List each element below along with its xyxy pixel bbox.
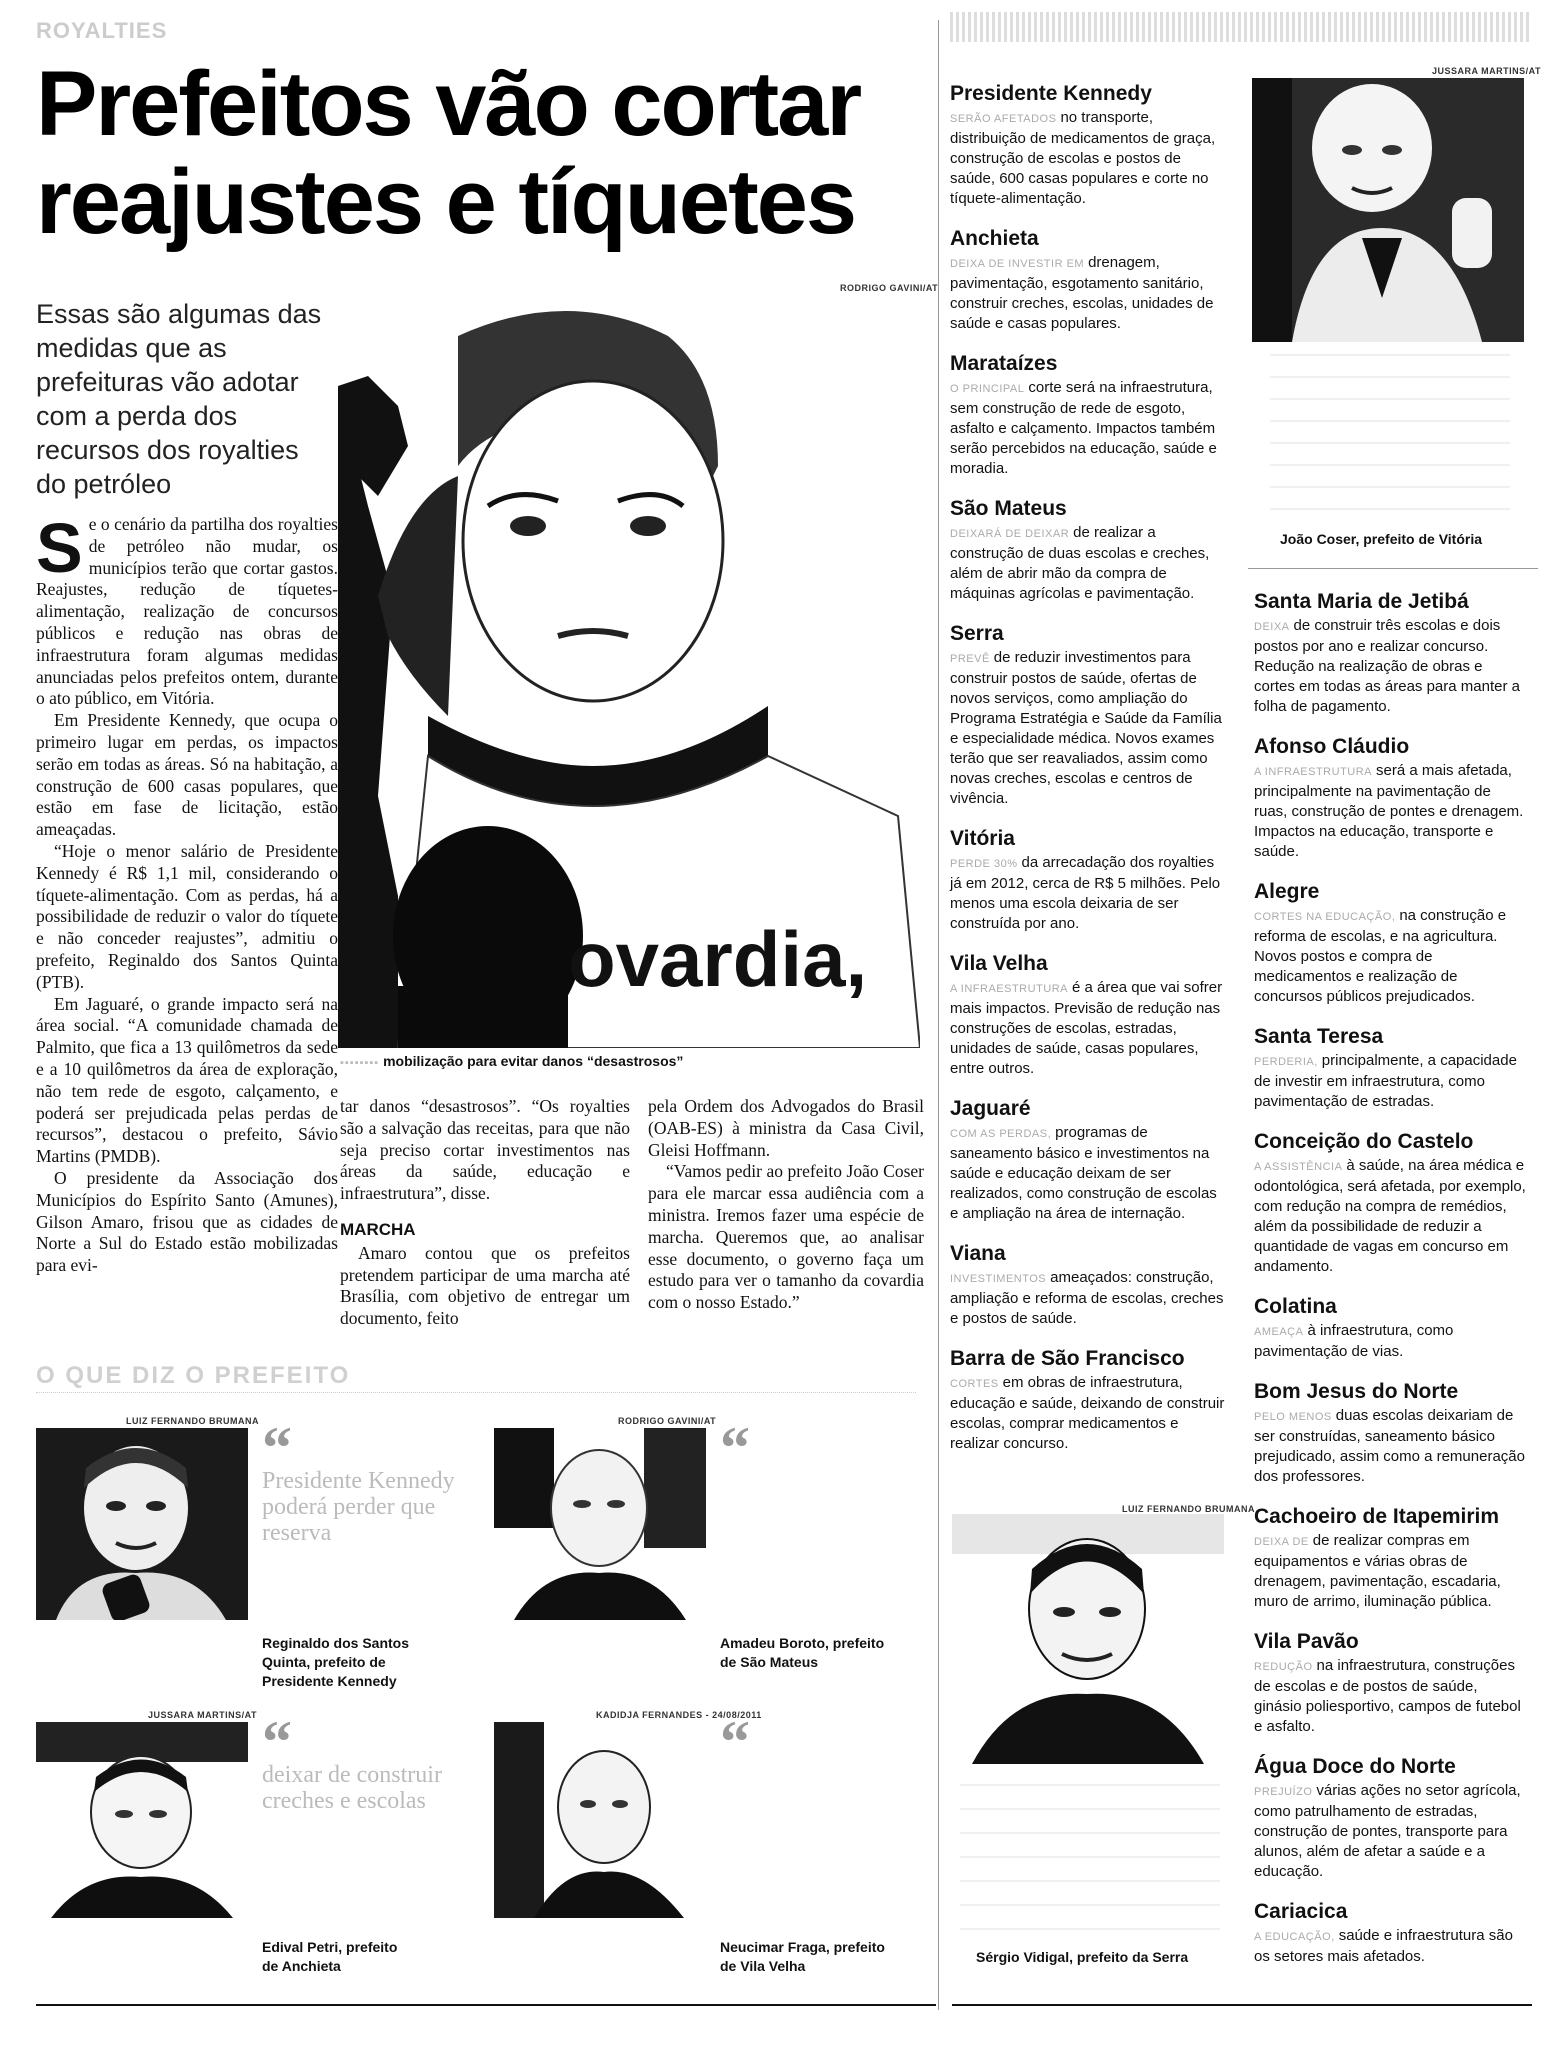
bottom-rule-left <box>36 2004 936 2006</box>
city-santa-maria-de-jetiba: Santa Maria de Jetibá DEIXA de construir três escolas e dois postos por ano e realizar concurso. Redução na realização de obras e cortes em todas as áreas para manter a folha de pagamento. <box>1254 590 1520 715</box>
city-agua-doce-do-norte: Água Doce do Norte PREJUÍZO várias ações no setor agrícola, como patrulhamento de estradas, construção de pontes, transporte para alunos, além de afetar a saúde e a educação. <box>1254 1755 1521 1880</box>
main-photo-caption-row <box>340 1052 920 1073</box>
portrait-2-caption: Amadeu Boroto, prefeito de São Mateus <box>720 1635 885 1670</box>
cities-col-right <box>1254 590 1526 1985</box>
bottom-rule-right <box>952 2004 1532 2006</box>
quote-3-mark: “ <box>262 1709 292 1775</box>
article-p-1: Se o cenário da partilha dos royalties de petróleo não mudar, os municípios terão que cortar gastos. Reajustes, redução de tíquetes-alimentação, realização de concursos públicos e redução nas obras de infraestrutura foram algumas medidas anunciadas pelos prefeitos ontem, durante o ato público, em Vitória. <box>36 509 338 709</box>
city-marataizes: Marataízes O PRINCIPAL corte será na infraestrutura, sem construção de rede de esgoto, asfalto e calçamento. Impactos também serão percebidos na educação, saúde e moradia. <box>950 352 1217 477</box>
vidigal-caption: Sérgio Vidigal, prefeito da Serra <box>976 1949 1189 1965</box>
coser-photo <box>1252 78 1524 342</box>
portrait-3-caption: Edival Petri, prefeito de Anchieta <box>262 1939 398 1974</box>
vidigal-photo <box>952 1514 1224 1764</box>
coser-photo-image <box>1252 78 1524 342</box>
city-cariacica: Cariacica A EDUCAÇÃO, saúde e infraestrutura são os setores mais afetados. <box>1254 1900 1513 1965</box>
sidebar-header-bar <box>950 12 1530 42</box>
city-vitoria: Vitória PERDE 30% da arrecadação dos royalties já em 2012, cerca de R$ 5 milhões. Pelo menos uma escola deixaria de ser construída por ano. <box>950 827 1221 932</box>
vidigal-photo-credit: LUIZ FERNANDO BRUMANA <box>1122 1504 1255 1514</box>
sidebar-separator <box>1248 568 1538 569</box>
portrait-3-credit: JUSSARA MARTINS/AT <box>148 1710 258 1720</box>
quote-4-mark: “ <box>720 1709 750 1775</box>
city-cachoeiro-de-itapemirim: Cachoeiro de Itapemirim DEIXA DE de realizar compras em equipamentos e várias obras de drenagem, pavimentação, escadaria, muro de arrimo, iluminação pública. <box>1254 1505 1501 1610</box>
city-santa-teresa: Santa Teresa PERDERIA, principalmente, a capacidade de investir em infraestrutura, como pavimentação de estradas. <box>1254 1025 1517 1110</box>
city-vila-pavao: Vila Pavão REDUÇÃO na infraestrutura, construções de escolas e de postos de saúde, ginásio poliesportivo, campos de futebol e asfalto. <box>1254 1630 1521 1735</box>
city-alegre: Alegre CORTES NA EDUCAÇÃO, na construção e reforma de escolas, e na agricultura. Novos postos e compra de medicamentos e realização de concursos públicos prejudicados. <box>1254 880 1507 1005</box>
portrait-1-image <box>36 1428 248 1620</box>
shirt-text: ovardia, <box>568 915 868 1003</box>
article-p-8: pela Ordem dos Advogados do Brasil (OAB-ES) à ministra da Casa Civil, Gleisi Hoffmann. <box>648 1096 924 1160</box>
caption-lead: ▪▪▪▪▪▪▪▪ <box>340 1057 380 1069</box>
portrait-1-credit: LUIZ FERNANDO BRUMANA <box>126 1416 259 1426</box>
article-p-7: Amaro contou que os prefeitos pretendem participar de uma marcha até Brasília, com objetivo de entregar um documento, feito <box>340 1242 630 1329</box>
article-p-5: O presidente da Associação dos Municípios do Espírito Santo (Amunes), Gilson Amaro, frisou que as cidades de Norte a Sul do Estado estão mobilizadas para evi- <box>36 1167 338 1276</box>
quote-1-text: Presidente Kennedy poderá perder que reserva <box>262 1468 455 1546</box>
headline: Prefeitos vão cortar reajustes e tíquetes <box>36 53 861 253</box>
main-photo-caption: mobilização para evitar danos “desastrosos” <box>383 1053 684 1069</box>
section-label: ROYALTIES <box>36 18 168 43</box>
portrait-2 <box>494 1428 706 1620</box>
coser-quote-faded <box>1270 350 1510 510</box>
city-presidente-kennedy: Presidente Kennedy SERÃO AFETADOS no transporte, distribuição de medicamentos de graça, construção de escolas e postos de saúde, 600 casas populares e corte no tíquete-alimentação. <box>950 82 1216 207</box>
main-photo <box>338 296 920 1048</box>
subhead: Essas são algumas das medidas que as prefeituras vão adotar com a perda dos recursos dos royalties do petróleo <box>36 299 322 499</box>
city-afonso-claudio: Afonso Cláudio A INFRAESTRUTURA será a mais afetada, principalmente na pavimentação de ruas, construção de pontes e drenagem. Impactos na educação, transporte e saúde. <box>1254 735 1524 860</box>
city-conceicao-do-castelo: Conceição do Castelo A ASSISTÊNCIA à saúde, na área médica e odontológica, será afetada, por exemplo, com redução na compra de remédios, além da possibilidade de reduzir a quantidade de vagas em concurso em andamento. <box>1254 1130 1526 1275</box>
vidigal-quote-faded <box>960 1780 1220 1930</box>
article-p-9: “Vamos pedir ao prefeito João Coser para ele marcar essa audiência com a ministra. Iremos fazer uma espécie de marcha. Queremos que, ao analisar esse documento, o governo faça um estudo para ver o tamanho da covardia com o nosso Estado.” <box>648 1161 924 1313</box>
portrait-4-image <box>494 1722 706 1918</box>
portrait-2-image <box>494 1428 706 1620</box>
article-p-2: Em Presidente Kennedy, que ocupa o primeiro lugar em perdas, os impactos serão em todas as áreas. Só na habitação, a construção de 600 casas populares, que estão em fase de licitação, estão ameaçadas. <box>36 710 338 840</box>
vidigal-photo-image <box>952 1514 1224 1764</box>
article-col-3 <box>648 1096 924 1314</box>
coser-photo-credit: JUSSARA MARTINS/AT <box>1432 66 1542 76</box>
column-divider <box>938 20 939 2010</box>
city-viana: Viana INVESTIMENTOS ameaçados: construção, ampliação e reforma de escolas, creches e postos de saúde. <box>950 1242 1224 1327</box>
quote-4 <box>720 1709 916 1775</box>
portrait-4 <box>494 1722 706 1918</box>
portrait-3-image <box>36 1722 248 1918</box>
coser-caption: João Coser, prefeito de Vitória <box>1280 531 1483 547</box>
portrait-3 <box>36 1722 248 1918</box>
article-col-1 <box>36 509 338 1277</box>
city-serra: Serra PREVÊ de reduzir investimentos para construir postos de saúde, ofertas de novos serviços, como ampliação do Programa Estratégia e Saúde da Família e especialidade médica. Novos exames terão que ser reavaliados, assim como novas creches, escolas e centros de vivência. <box>950 622 1222 807</box>
quote-3-text: deixar de construir creches e escolas <box>262 1762 442 1814</box>
quote-1-mark: “ <box>262 1415 292 1481</box>
city-colatina: Colatina AMEAÇA à infraestrutura, como pavimentação de vias. <box>1254 1295 1454 1360</box>
portrait-4-credit: KADIDJA FERNANDES - 24/08/2011 <box>596 1710 762 1720</box>
portrait-1-caption: Reginaldo dos Santos Quinta, prefeito de Presidente Kennedy <box>262 1635 410 1689</box>
portrait-2-credit: RODRIGO GAVINI/AT <box>618 1416 717 1426</box>
city-bom-jesus-do-norte: Bom Jesus do Norte PELO MENOS duas escolas deixariam de ser construídas, saneamento básico prejudicado, assim como a remuneração dos professores. <box>1254 1380 1525 1485</box>
quote-2-mark: “ <box>720 1415 750 1481</box>
city-barra-de-sao-francisco: Barra de São Francisco CORTES em obras de infraestrutura, educação e saúde, deixando de construir escolas, comprar medicamentos e realizar concurso. <box>950 1347 1225 1452</box>
city-jaguare: Jaguaré COM AS PERDAS, programas de saneamento básico e investimentos na saúde e educação deixam de ser realizados, como construção de escolas e ampliação na área de internação. <box>950 1097 1217 1222</box>
article-p-6: tar danos “desastrosos”. “Os royalties são a salvação das receitas, para que não seja preciso cortar investimentos nas áreas da saúde, educação e infraestrutura”, disse. <box>340 1096 630 1204</box>
quote-2 <box>720 1415 916 1481</box>
main-photo-credit: RODRIGO GAVINI/AT <box>840 283 939 293</box>
quote-1 <box>262 1415 462 1546</box>
article-p-3: “Hoje o menor salário de Presidente Kennedy é R$ 1,1 mil, considerando o tíquete-alimentação. Com as perdas, há a possibilidade de reduzir o valor do tíquete e não conceder reajustes”, admitiu o prefeito, Reginaldo dos Santos Quinta (PTB). <box>36 840 338 992</box>
article-p-4: Em Jaguaré, o grande impacto será na área social. “A comunidade chamada de Palmito, que fica a 13 quilômetros da sede e a 10 quilômetros da área de exploração, não tem rede de esgoto, calçamento, e poderá ser prejudicada pelas perdas de recursos”, destacou o prefeito, Sávio Martins (PMDB). <box>36 993 338 1167</box>
main-photo-image <box>338 296 920 1048</box>
portrait-4-caption: Neucimar Fraga, prefeito de Vila Velha <box>720 1939 885 1974</box>
portrait-1 <box>36 1428 248 1620</box>
city-vila-velha: Vila Velha A INFRAESTRUTURA é a área que vai sofrer mais impactos. Previsão de redução nas construções de escolas, estradas, unidades de saúde, casas populares, entre outros. <box>950 952 1223 1077</box>
bottom-banner: O QUE DIZ O PREFEITO <box>36 1362 916 1393</box>
article-col-2 <box>340 1096 630 1330</box>
cities-col-left <box>950 82 1226 1472</box>
article-subtitle: MARCHA <box>340 1219 416 1239</box>
city-anchieta: Anchieta DEIXA DE INVESTIR EM drenagem, pavimentação, esgotamento sanitário, construir creches, escolas, unidades de saúde e casas populares. <box>950 227 1214 332</box>
drop-cap: S <box>36 509 83 587</box>
quote-3 <box>262 1709 462 1814</box>
city-sao-mateus: São Mateus DEIXARÁ DE DEIXAR de realizar a construção de duas escolas e creches, além de abrir mão da compra de máquinas agrícolas e pavimentação. <box>950 497 1210 602</box>
